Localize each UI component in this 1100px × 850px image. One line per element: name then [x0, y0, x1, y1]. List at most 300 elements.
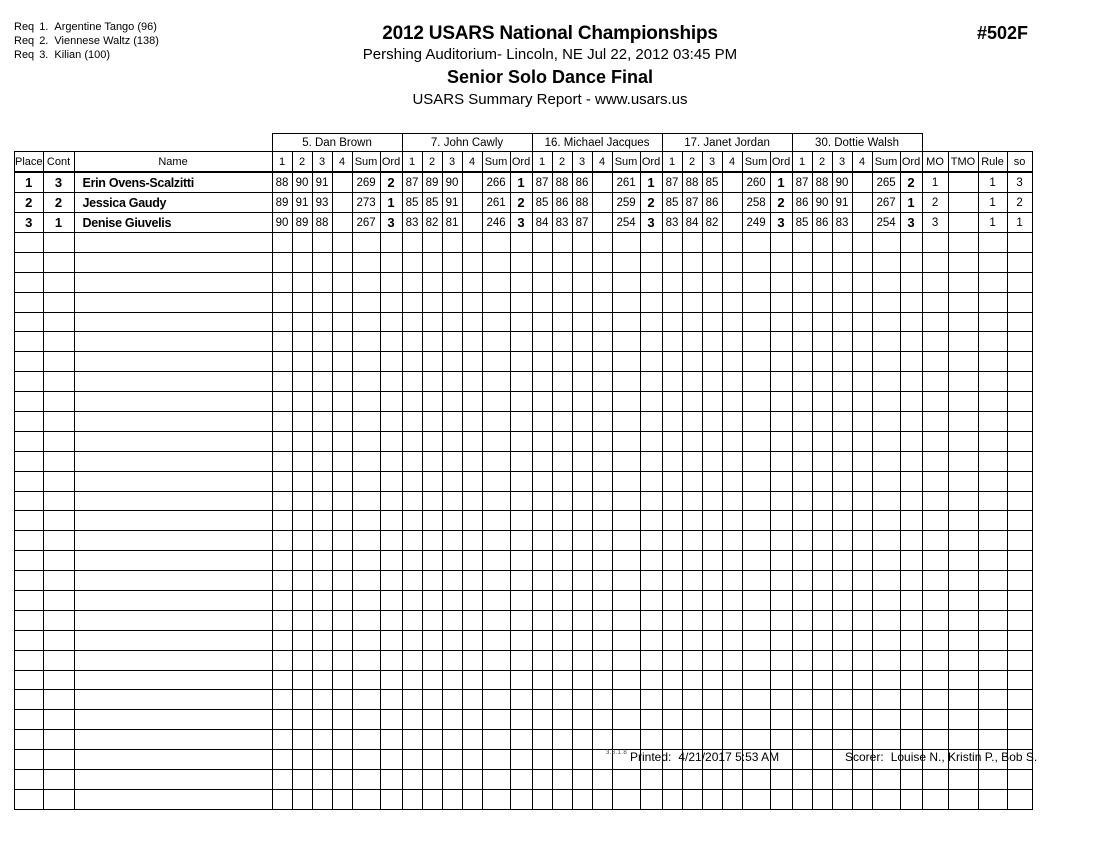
cell-empty	[978, 272, 1007, 292]
cell-empty	[272, 471, 292, 491]
cell-empty	[74, 750, 272, 770]
cell-empty	[852, 332, 872, 352]
cell-tmo	[948, 213, 978, 233]
cell-empty	[552, 571, 572, 591]
cell-empty	[922, 511, 948, 531]
cell-empty	[442, 392, 462, 412]
cell-empty	[402, 252, 422, 272]
cell-empty	[482, 650, 510, 670]
cell-empty	[510, 471, 532, 491]
cell-empty	[702, 531, 722, 551]
cell-empty	[74, 272, 272, 292]
cell-empty	[770, 451, 792, 471]
table-row-empty	[15, 372, 1033, 392]
cell-empty	[662, 491, 682, 511]
cell-empty	[532, 372, 552, 392]
cell-empty	[900, 352, 922, 372]
cell-empty	[532, 730, 552, 750]
cell-empty	[43, 352, 74, 372]
cell-empty	[442, 710, 462, 730]
cell-empty	[922, 451, 948, 471]
cell-empty	[572, 531, 592, 551]
cell-judge5-score2: 88	[812, 172, 832, 193]
cell-empty	[442, 650, 462, 670]
cell-empty	[872, 670, 900, 690]
cell-empty	[612, 630, 640, 650]
cell-empty	[682, 710, 702, 730]
cell-empty	[722, 312, 742, 332]
cell-empty	[1007, 531, 1032, 551]
cell-judge3-score3: 87	[572, 213, 592, 233]
cell-empty	[332, 272, 352, 292]
cell-empty	[422, 750, 442, 770]
cell-judge2-score3: 91	[442, 193, 462, 213]
cell-empty	[702, 312, 722, 332]
cell-empty	[272, 670, 292, 690]
cell-judge5-ord: 1	[900, 193, 922, 213]
cell-empty	[272, 252, 292, 272]
cell-empty	[702, 431, 722, 451]
cell-empty	[352, 750, 380, 770]
cell-empty	[572, 511, 592, 531]
cell-empty	[43, 591, 74, 611]
cell-judge2-score2: 89	[422, 172, 442, 193]
cell-empty	[15, 690, 44, 710]
cell-empty	[948, 789, 978, 809]
table-row-empty	[15, 551, 1033, 571]
cell-empty	[442, 233, 462, 253]
cell-empty	[380, 670, 402, 690]
requirement-label: Req	[14, 21, 35, 33]
cell-empty	[770, 610, 792, 630]
cell-empty	[978, 531, 1007, 551]
cell-empty	[292, 551, 312, 571]
header-tmo: TMO	[948, 152, 978, 173]
cell-empty	[510, 750, 532, 770]
cell-empty	[852, 610, 872, 630]
cell-empty	[510, 451, 532, 471]
cell-empty	[292, 252, 312, 272]
cell-empty	[380, 412, 402, 432]
cell-empty	[510, 730, 532, 750]
cell-empty	[462, 412, 482, 432]
cell-empty	[272, 312, 292, 332]
cell-judge3-sum: 261	[612, 172, 640, 193]
header-judge1-ord: Ord	[380, 152, 402, 173]
cell-empty	[662, 332, 682, 352]
header-cont: Cont	[43, 152, 74, 173]
cell-judge3-ord: 2	[640, 193, 662, 213]
cell-empty	[402, 392, 422, 412]
cell-empty	[43, 610, 74, 630]
cell-empty	[1007, 690, 1032, 710]
cell-empty	[682, 670, 702, 690]
cell-empty	[402, 670, 422, 690]
cell-empty	[462, 431, 482, 451]
cell-empty	[640, 471, 662, 491]
cell-empty	[442, 292, 462, 312]
cell-empty	[770, 789, 792, 809]
cell-empty	[852, 233, 872, 253]
cell-empty	[352, 252, 380, 272]
cell-empty	[292, 312, 312, 332]
cell-empty	[922, 372, 948, 392]
cell-empty	[792, 332, 812, 352]
cell-empty	[722, 252, 742, 272]
cell-empty	[74, 710, 272, 730]
cell-empty	[422, 551, 442, 571]
cell-empty	[978, 571, 1007, 591]
cell-empty	[722, 770, 742, 790]
cell-empty	[442, 571, 462, 591]
cell-empty	[380, 730, 402, 750]
cell-empty	[852, 551, 872, 571]
header-rule: Rule	[978, 152, 1007, 173]
cell-empty	[43, 312, 74, 332]
cell-empty	[948, 451, 978, 471]
cell-judge3-score3: 88	[572, 193, 592, 213]
cell-empty	[552, 591, 572, 611]
cell-empty	[792, 551, 812, 571]
cell-empty	[15, 233, 44, 253]
cell-empty	[812, 352, 832, 372]
cell-empty	[770, 511, 792, 531]
cell-empty	[292, 591, 312, 611]
cell-judge3-score2: 83	[552, 213, 572, 233]
cell-empty	[922, 272, 948, 292]
cell-empty	[978, 292, 1007, 312]
cell-empty	[482, 670, 510, 690]
cell-empty	[422, 372, 442, 392]
cell-empty	[552, 650, 572, 670]
cell-empty	[702, 332, 722, 352]
cell-empty	[352, 412, 380, 432]
cell-empty	[15, 571, 44, 591]
cell-empty	[832, 789, 852, 809]
cell-empty	[1007, 551, 1032, 571]
cell-empty	[852, 710, 872, 730]
cell-empty	[332, 312, 352, 332]
cell-empty	[640, 690, 662, 710]
cell-empty	[532, 690, 552, 710]
cell-empty	[812, 412, 832, 432]
cell-empty	[74, 730, 272, 750]
cell-empty	[462, 650, 482, 670]
cell-empty	[482, 591, 510, 611]
cell-empty	[74, 392, 272, 412]
header-judge3-2: 2	[552, 152, 572, 173]
judge-header-2: 7. John Cawly	[402, 134, 532, 152]
cell-empty	[832, 491, 852, 511]
judge-banner-row	[15, 134, 1033, 152]
cell-empty	[770, 491, 792, 511]
cell-empty	[900, 332, 922, 352]
cell-judge2-sum: 246	[482, 213, 510, 233]
cell-empty	[1007, 491, 1032, 511]
cell-empty	[1007, 272, 1032, 292]
cell-empty	[702, 630, 722, 650]
cell-empty	[770, 272, 792, 292]
cell-empty	[792, 451, 812, 471]
cell-empty	[592, 551, 612, 571]
cell-empty	[482, 471, 510, 491]
cell-empty	[352, 272, 380, 292]
cell-empty	[832, 591, 852, 611]
cell-empty	[482, 431, 510, 451]
cell-empty	[462, 551, 482, 571]
cell-empty	[43, 491, 74, 511]
cell-empty	[662, 292, 682, 312]
cell-empty	[662, 451, 682, 471]
cell-empty	[722, 431, 742, 451]
table-row-empty	[15, 531, 1033, 551]
cell-empty	[922, 252, 948, 272]
cell-empty	[812, 531, 832, 551]
cell-empty	[510, 252, 532, 272]
header-judge5-1: 1	[792, 152, 812, 173]
cell-judge3-score4	[592, 213, 612, 233]
cell-empty	[872, 650, 900, 670]
cell-empty	[510, 332, 532, 352]
cell-empty	[832, 312, 852, 332]
cell-judge1-score3: 91	[312, 172, 332, 193]
cell-judge1-sum: 267	[352, 213, 380, 233]
cell-empty	[15, 630, 44, 650]
cell-empty	[332, 431, 352, 451]
cell-empty	[442, 511, 462, 531]
cell-empty	[482, 789, 510, 809]
cell-empty	[482, 571, 510, 591]
cell-empty	[702, 670, 722, 690]
cell-judge3-sum: 259	[612, 193, 640, 213]
cell-empty	[922, 551, 948, 571]
cell-empty	[592, 431, 612, 451]
cell-empty	[978, 252, 1007, 272]
cell-empty	[900, 650, 922, 670]
header-so: so	[1007, 152, 1032, 173]
cell-empty	[770, 531, 792, 551]
cell-empty	[702, 610, 722, 630]
cell-empty	[832, 670, 852, 690]
cell-empty	[74, 670, 272, 690]
cell-empty	[640, 650, 662, 670]
cell-empty	[292, 392, 312, 412]
cell-empty	[532, 610, 552, 630]
cell-empty	[900, 630, 922, 650]
header-judge1-sum: Sum	[352, 152, 380, 173]
cell-empty	[792, 471, 812, 491]
cell-empty	[832, 412, 852, 432]
cell-empty	[532, 312, 552, 332]
cell-empty	[742, 491, 770, 511]
cell-empty	[852, 730, 872, 750]
cell-empty	[1007, 789, 1032, 809]
table-row-empty	[15, 272, 1033, 292]
cell-empty	[43, 332, 74, 352]
cell-empty	[742, 650, 770, 670]
cell-empty	[510, 670, 532, 690]
cell-empty	[978, 710, 1007, 730]
cell-empty	[742, 730, 770, 750]
cell-empty	[978, 451, 1007, 471]
cell-empty	[682, 312, 702, 332]
cell-empty	[592, 471, 612, 491]
cell-empty	[612, 650, 640, 670]
cell-empty	[380, 451, 402, 471]
cell-empty	[43, 233, 74, 253]
cell-empty	[532, 770, 552, 790]
cell-empty	[352, 352, 380, 372]
cell-empty	[292, 272, 312, 292]
table-row-empty	[15, 610, 1033, 630]
cell-empty	[978, 610, 1007, 630]
printed-label: Printed:	[630, 750, 672, 764]
cell-judge2-score2: 85	[422, 193, 442, 213]
cell-empty	[74, 591, 272, 611]
cell-empty	[402, 412, 422, 432]
cell-empty	[352, 491, 380, 511]
cell-empty	[482, 392, 510, 412]
cell-empty	[592, 770, 612, 790]
cell-judge4-sum: 260	[742, 172, 770, 193]
cell-empty	[852, 591, 872, 611]
cell-empty	[552, 670, 572, 690]
cell-empty	[812, 511, 832, 531]
cell-empty	[702, 770, 722, 790]
cell-empty	[900, 233, 922, 253]
cell-empty	[43, 710, 74, 730]
cell-empty	[572, 730, 592, 750]
cell-empty	[552, 750, 572, 770]
cell-empty	[402, 352, 422, 372]
cell-empty	[442, 670, 462, 690]
cell-empty	[812, 650, 832, 670]
cell-empty	[272, 610, 292, 630]
cell-empty	[812, 770, 832, 790]
cell-empty	[422, 352, 442, 372]
cell-empty	[682, 770, 702, 790]
cell-empty	[640, 610, 662, 630]
cell-empty	[640, 332, 662, 352]
cell-empty	[532, 451, 552, 471]
cell-empty	[532, 571, 552, 591]
cell-empty	[832, 431, 852, 451]
cell-empty	[422, 451, 442, 471]
cell-empty	[978, 491, 1007, 511]
cell-judge5-score4	[852, 172, 872, 193]
cell-empty	[722, 511, 742, 531]
cell-empty	[872, 491, 900, 511]
cell-empty	[948, 670, 978, 690]
cell-empty	[640, 630, 662, 650]
cell-empty	[15, 412, 44, 432]
cell-empty	[832, 690, 852, 710]
cell-empty	[872, 451, 900, 471]
cell-empty	[612, 491, 640, 511]
cell-empty	[74, 650, 272, 670]
cell-empty	[612, 372, 640, 392]
cell-empty	[15, 710, 44, 730]
cell-empty	[792, 511, 812, 531]
cell-empty	[640, 670, 662, 690]
cell-empty	[702, 451, 722, 471]
cell-empty	[482, 511, 510, 531]
cell-empty	[442, 531, 462, 551]
cell-empty	[792, 252, 812, 272]
table-row-empty	[15, 591, 1033, 611]
cell-empty	[770, 650, 792, 670]
header-mo: MO	[922, 152, 948, 173]
cell-empty	[510, 412, 532, 432]
cell-empty	[832, 233, 852, 253]
cell-empty	[770, 710, 792, 730]
cell-empty	[332, 551, 352, 571]
cell-empty	[872, 730, 900, 750]
printed-line	[630, 750, 779, 764]
cell-empty	[852, 352, 872, 372]
cell-empty	[662, 233, 682, 253]
cell-empty	[1007, 252, 1032, 272]
cell-judge5-ord: 2	[900, 172, 922, 193]
cell-empty	[900, 372, 922, 392]
cell-empty	[482, 750, 510, 770]
cell-empty	[332, 352, 352, 372]
cell-empty	[352, 471, 380, 491]
cell-empty	[312, 233, 332, 253]
cell-empty	[552, 511, 572, 531]
table-row-empty	[15, 392, 1033, 412]
cell-empty	[402, 571, 422, 591]
cell-empty	[742, 392, 770, 412]
cell-empty	[682, 630, 702, 650]
cell-judge1-ord: 2	[380, 172, 402, 193]
cell-empty	[532, 352, 552, 372]
cell-empty	[332, 372, 352, 392]
cell-empty	[742, 690, 770, 710]
cell-empty	[900, 431, 922, 451]
cell-empty	[510, 690, 532, 710]
cell-empty	[978, 511, 1007, 531]
cell-empty	[662, 789, 682, 809]
version-tag: 3.8.1.8	[606, 750, 628, 756]
cell-empty	[272, 272, 292, 292]
cell-empty	[532, 710, 552, 730]
cell-empty	[510, 491, 532, 511]
cell-empty	[640, 451, 662, 471]
cell-empty	[43, 252, 74, 272]
cell-empty	[352, 670, 380, 690]
header-judge3-1: 1	[532, 152, 552, 173]
cell-empty	[592, 491, 612, 511]
judge-header-4: 17. Janet Jordan	[662, 134, 792, 152]
cell-empty	[462, 670, 482, 690]
cell-empty	[722, 491, 742, 511]
cell-empty	[380, 471, 402, 491]
cell-judge3-ord: 3	[640, 213, 662, 233]
cell-empty	[812, 372, 832, 392]
cell-empty	[380, 531, 402, 551]
cell-empty	[532, 511, 552, 531]
cell-empty	[292, 491, 312, 511]
cell-empty	[770, 471, 792, 491]
cell-empty	[332, 392, 352, 412]
cell-empty	[74, 431, 272, 451]
cell-empty	[872, 412, 900, 432]
cell-empty	[792, 770, 812, 790]
cell-empty	[272, 750, 292, 770]
cell-empty	[312, 630, 332, 650]
cell-empty	[292, 571, 312, 591]
